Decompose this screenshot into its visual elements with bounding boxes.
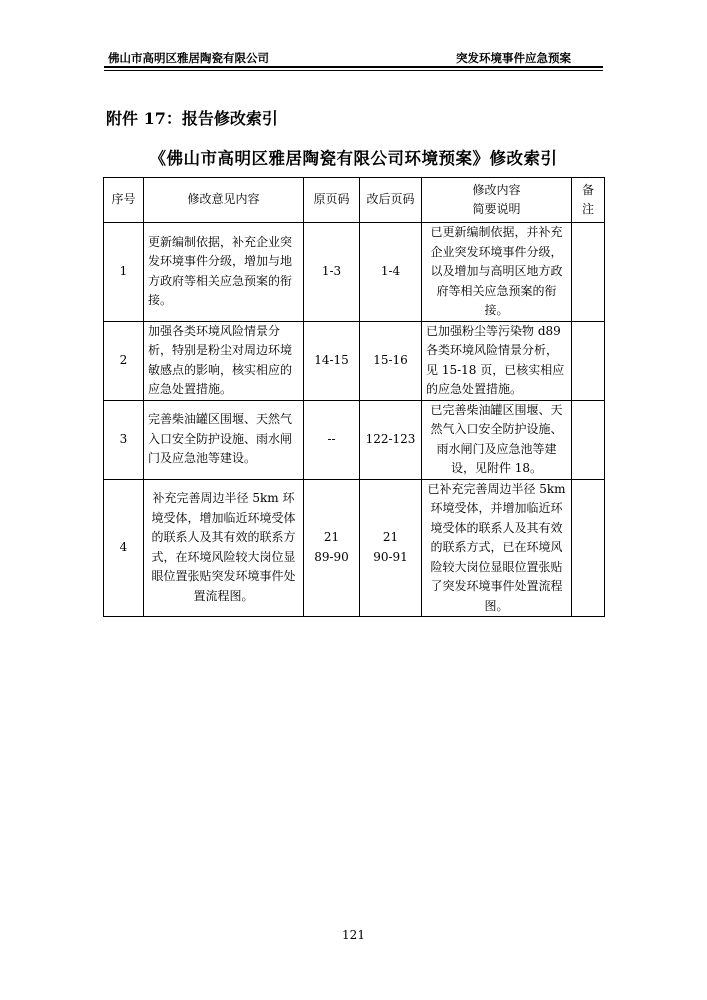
document-title: 《佛山市高明区雅居陶瓷有限公司环境预案》修改索引 — [149, 149, 558, 168]
cell-summary: 已完善柴油罐区围堰、天然气入口安全防护设施、雨水闸门及应急池等建设，见附件 18。 — [422, 400, 572, 479]
table-row — [104, 479, 605, 617]
cell-opinion: 补充完善周边半径 5km 环境受体，增加临近环境受体的联系人及其有效的联系方式，在环境风险较大岗位显眼位置张贴突发环境事件处置流程图。 — [144, 479, 304, 617]
page-number: 121 — [342, 928, 365, 942]
cell-remark — [572, 321, 605, 400]
cell-summary: 已更新编制依据，并补充企业突发环境事件分级，以及增加与高明区地方政府等相关应急预案的衔接。 — [422, 223, 572, 322]
cell-orig-page: 21 89-90 — [304, 479, 360, 617]
header-orig-page: 原页码 — [304, 178, 360, 223]
revision-index-table — [103, 177, 605, 617]
header-new-page: 改后页码 — [360, 178, 422, 223]
cell-seq: 4 — [104, 479, 144, 617]
table-row — [104, 321, 605, 400]
cell-remark — [572, 223, 605, 322]
cell-new-page: 15-16 — [360, 321, 422, 400]
cell-remark — [572, 400, 605, 479]
cell-orig-page: 1-3 — [304, 223, 360, 322]
header-rule-thick — [104, 66, 603, 68]
table-row — [104, 223, 605, 322]
header-opinion: 修改意见内容 — [144, 178, 304, 223]
header-doc-name: 突发环境事件应急预案 — [456, 51, 571, 65]
appendix-title: 附件 17：报告修改索引 — [106, 109, 278, 128]
cell-seq: 2 — [104, 321, 144, 400]
cell-seq: 1 — [104, 223, 144, 322]
cell-summary: 已加强粉尘等污染物 d89 各类环境风险情景分析，见 15-18 页，已核实相应的应急处置措施。 — [422, 321, 572, 400]
header-summary: 修改内容 简要说明 — [422, 178, 572, 223]
cell-orig-page: 14-15 — [304, 321, 360, 400]
cell-orig-page: -- — [304, 400, 360, 479]
table-row — [104, 400, 605, 479]
cell-opinion: 加强各类环境风险情景分析，特别是粉尘对周边环境敏感点的影响，核实相应的应急处置措施。 — [144, 321, 304, 400]
cell-opinion: 完善柴油罐区围堰、天然气入口安全防护设施、雨水闸门及应急池等建设。 — [144, 400, 304, 479]
cell-seq: 3 — [104, 400, 144, 479]
cell-opinion: 更新编制依据，补充企业突发环境事件分级，增加与地方政府等相关应急预案的衔接。 — [144, 223, 304, 322]
table-header-row — [104, 178, 605, 223]
cell-summary: 已补充完善周边半径 5km 环境受体，并增加临近环境受体的联系人及其有效的联系方式，已在环境风险较大岗位显眼位置张贴了突发环境事件处置流程图。 — [422, 479, 572, 617]
cell-remark — [572, 479, 605, 617]
cell-new-page: 1-4 — [360, 223, 422, 322]
header-company: 佛山市高明区雅居陶瓷有限公司 — [108, 51, 269, 65]
cell-new-page: 122-123 — [360, 400, 422, 479]
cell-new-page: 21 90-91 — [360, 479, 422, 617]
header-seq: 序号 — [104, 178, 144, 223]
header-rule-thin — [104, 70, 603, 71]
header-remark: 备 注 — [572, 178, 605, 223]
